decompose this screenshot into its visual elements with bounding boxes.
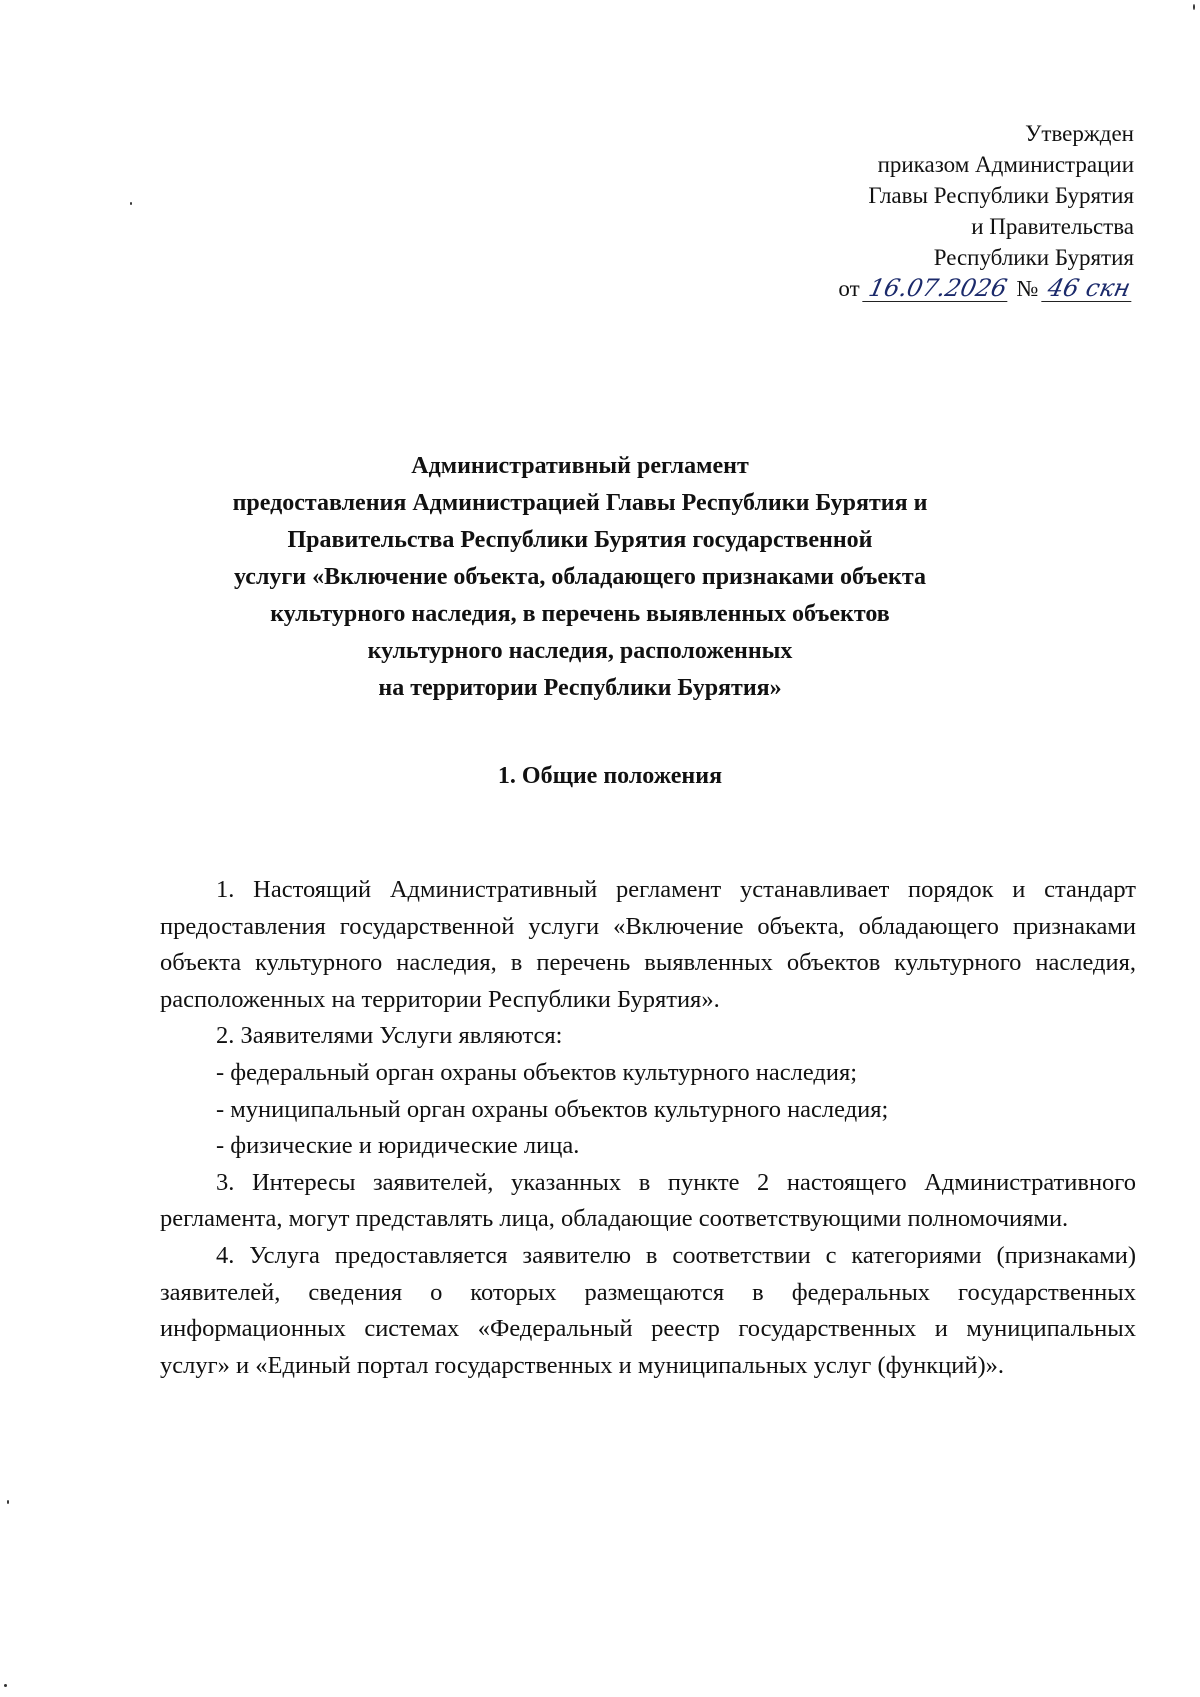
section-heading: 1. Общие положения (497, 763, 723, 789)
handwritten-date: 16.07.2026 (863, 276, 1014, 302)
date-prefix: от (838, 276, 860, 301)
list-item: - федеральный орган охраны объектов культурного наследия; (216, 1058, 858, 1086)
paragraph-4: 4. Услуга предоставляется заявителю в соответствии с категориями (признаками) заявителей, сведения о которых размещаются в федеральных государственных информационных системах «Федеральный реестр государственных и муниципальных услуг» и «Единый портал государственных и муниципальных услуг (функций)». (160, 1241, 1136, 1379)
title-line: на территории Республики Бурятия» (378, 675, 782, 701)
approval-stamp-block (714, 118, 1134, 304)
approval-line-head: Главы Республики Бурятия (868, 183, 1134, 208)
number-sign: № (1016, 276, 1039, 301)
title-line: предоставления Администрацией Главы Республики Бурятия и (232, 490, 928, 516)
title-line: Административный регламент (411, 453, 749, 479)
approval-line-government: и Правительства (971, 214, 1134, 239)
approval-date-line (714, 273, 1134, 304)
title-line: культурного наследия, в перечень выявленных объектов (270, 601, 890, 627)
title-line: Правительства Республики Бурятия государственной (287, 527, 873, 553)
scan-speck (130, 202, 132, 205)
scan-speck (1193, 4, 1195, 10)
scan-speck (7, 1500, 9, 1504)
title-line: культурного наследия, расположенных (367, 638, 793, 664)
list-item: - муниципальный орган охраны объектов культурного наследия; (216, 1095, 889, 1123)
approval-line-approved: Утвержден (1025, 121, 1134, 146)
title-line: услуги «Включение объекта, обладающего признаками объекта (234, 564, 926, 590)
paragraph-3: 3. Интересы заявителей, указанных в пункте 2 настоящего Административного регламента, могут представлять лица, обладающие соответствующими полномочиями. (160, 1168, 1136, 1233)
paragraph-2: 2. Заявителями Услуги являются: (216, 1022, 563, 1050)
handwritten-number: 46 скн (1041, 276, 1136, 302)
document-body (160, 872, 1136, 1384)
list-item: - физические и юридические лица. (216, 1132, 580, 1160)
paragraph-1: 1. Настоящий Административный регламент устанавливает порядок и стандарт предоставления государственной услуги «Включение объекта, обладающего признаками объекта культурного наследия, в перечень выявленных объектов культурного наследия, расположенных на территории Республики Бурятия». (160, 876, 1136, 1013)
document-title (160, 448, 1000, 707)
scan-speck (4, 1684, 7, 1687)
approval-line-republic: Республики Бурятия (933, 245, 1134, 270)
approval-line-order: приказом Администрации (877, 152, 1134, 177)
